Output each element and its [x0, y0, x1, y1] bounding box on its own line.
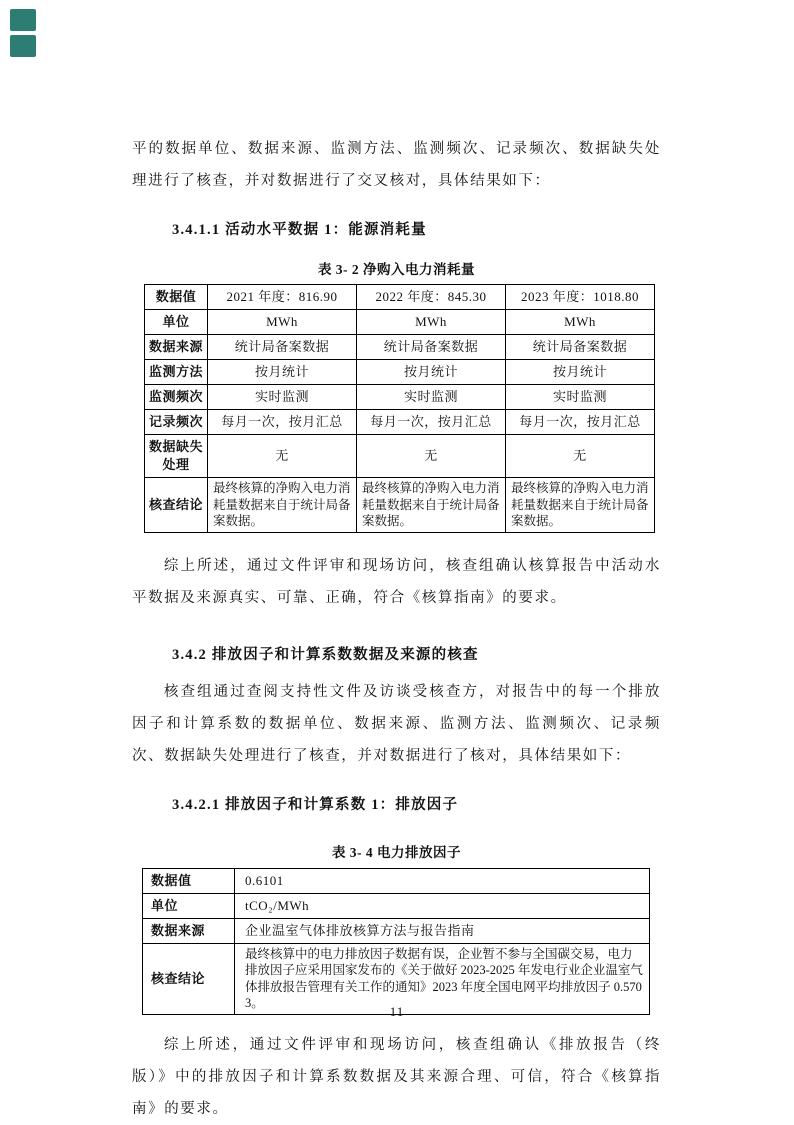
cell-value: 2023 年度：1018.80 [506, 285, 655, 310]
cell-value: 每月一次，按月汇总 [357, 410, 506, 435]
cell-value: 统计局备案数据 [208, 335, 357, 360]
page-number: 11 [389, 1004, 405, 1019]
cell-value: 最终核算的净购入电力消耗量数据来自于统计局备案数据。 [208, 478, 357, 533]
cell-value: tCO₂/MWh [235, 893, 650, 918]
cell-value: 最终核算的净购入电力消耗量数据来自于统计局备案数据。 [357, 478, 506, 533]
row-label: 数据值 [143, 868, 235, 893]
heading-342: 3.4.2 排放因子和计算系数数据及来源的核查 [172, 646, 479, 663]
table-row [145, 310, 655, 335]
cell-value: 2022 年度：845.30 [357, 285, 506, 310]
paragraph-summary-activity: 综上所述，通过文件评审和现场访问，核查组确认核算报告中活动水平数据及来源真实、可靠、正确，符合《核算指南》的要求。 [132, 557, 661, 606]
row-label: 记录频次 [145, 410, 208, 435]
cell-value: 2021 年度：816.90 [208, 285, 357, 310]
cell-value: 按月统计 [208, 360, 357, 385]
cell-value: 每月一次，按月汇总 [506, 410, 655, 435]
cell-value: 统计局备案数据 [506, 335, 655, 360]
table-row [145, 435, 655, 478]
cell-value: 无 [208, 435, 357, 478]
table-row [145, 410, 655, 435]
cell-value: 统计局备案数据 [357, 335, 506, 360]
cell-value: 实时监测 [506, 385, 655, 410]
cell-value: 每月一次，按月汇总 [208, 410, 357, 435]
table-row [145, 385, 655, 410]
cell-value: 实时监测 [208, 385, 357, 410]
cell-value: MWh [208, 310, 357, 335]
paragraph-342-body: 核查组通过查阅支持性文件及访谈受核查方，对报告中的每一个排放因子和计算系数的数据单位、数据来源、监测方法、监测频次、记录频次、数据缺失处理进行了核查，并对数据进行了核对，具体结果如下： [132, 683, 661, 764]
row-label: 数据值 [145, 285, 208, 310]
cell-value: MWh [506, 310, 655, 335]
corner-mark-top [10, 9, 36, 31]
cell-value: 最终核算中的电力排放因子数据有误，企业暂不参与全国碳交易，电力排放因子应采用国家发布的《关于做好 2023-2025 年发电行业企业温室气体排放报告管理有关工作的通知》2023 年度全国电网平均排放因子 0.5703。 [235, 943, 650, 1014]
row-label: 数据来源 [145, 335, 208, 360]
table-caption-electricity: 表 3- 2 净购入电力消耗量 [317, 262, 476, 277]
row-label: 核查结论 [145, 478, 208, 533]
row-label: 监测方法 [145, 360, 208, 385]
table-row [143, 893, 650, 918]
cell-value: 无 [357, 435, 506, 478]
row-label: 单位 [143, 893, 235, 918]
corner-mark-bottom [10, 35, 36, 57]
cell-value: 实时监测 [357, 385, 506, 410]
paragraph-intro: 平的数据单位、数据来源、监测方法、监测频次、记录频次、数据缺失处理进行了核查，并对数据进行了交叉核对，具体结果如下： [132, 141, 661, 189]
cell-value: 按月统计 [506, 360, 655, 385]
table-row [143, 918, 650, 943]
row-label: 数据来源 [143, 918, 235, 943]
cell-value: 最终核算的净购入电力消耗量数据来自于统计局备案数据。 [506, 478, 655, 533]
document-page [132, 0, 661, 1125]
table-row [143, 868, 650, 893]
paragraph-summary-factor: 综上所述，通过文件评审和现场访问，核查组确认《排放报告（终版）》中的排放因子和计算系数数据及其来源合理、可信，符合《核算指南》的要求。 [132, 1036, 661, 1117]
row-label: 监测频次 [145, 385, 208, 410]
heading-3411: 3.4.1.1 活动水平数据 1：能源消耗量 [172, 222, 427, 238]
table-electricity-consumption [144, 284, 655, 533]
table-row [145, 360, 655, 385]
cell-value: 0.6101 [235, 868, 650, 893]
table-row [145, 335, 655, 360]
row-label: 数据缺失处理 [145, 435, 208, 478]
cell-value: 按月统计 [357, 360, 506, 385]
table-row [145, 285, 655, 310]
table-row-conclusion [145, 478, 655, 533]
row-label: 单位 [145, 310, 208, 335]
heading-3421: 3.4.2.1 排放因子和计算系数 1：排放因子 [172, 796, 459, 813]
cell-value: 企业温室气体排放核算方法与报告指南 [235, 918, 650, 943]
cell-value: 无 [506, 435, 655, 478]
table-caption-emission-factor: 表 3- 4 电力排放因子 [331, 844, 462, 860]
row-label: 核查结论 [143, 943, 235, 1014]
table-emission-factor [142, 868, 650, 1015]
cell-value: MWh [357, 310, 506, 335]
